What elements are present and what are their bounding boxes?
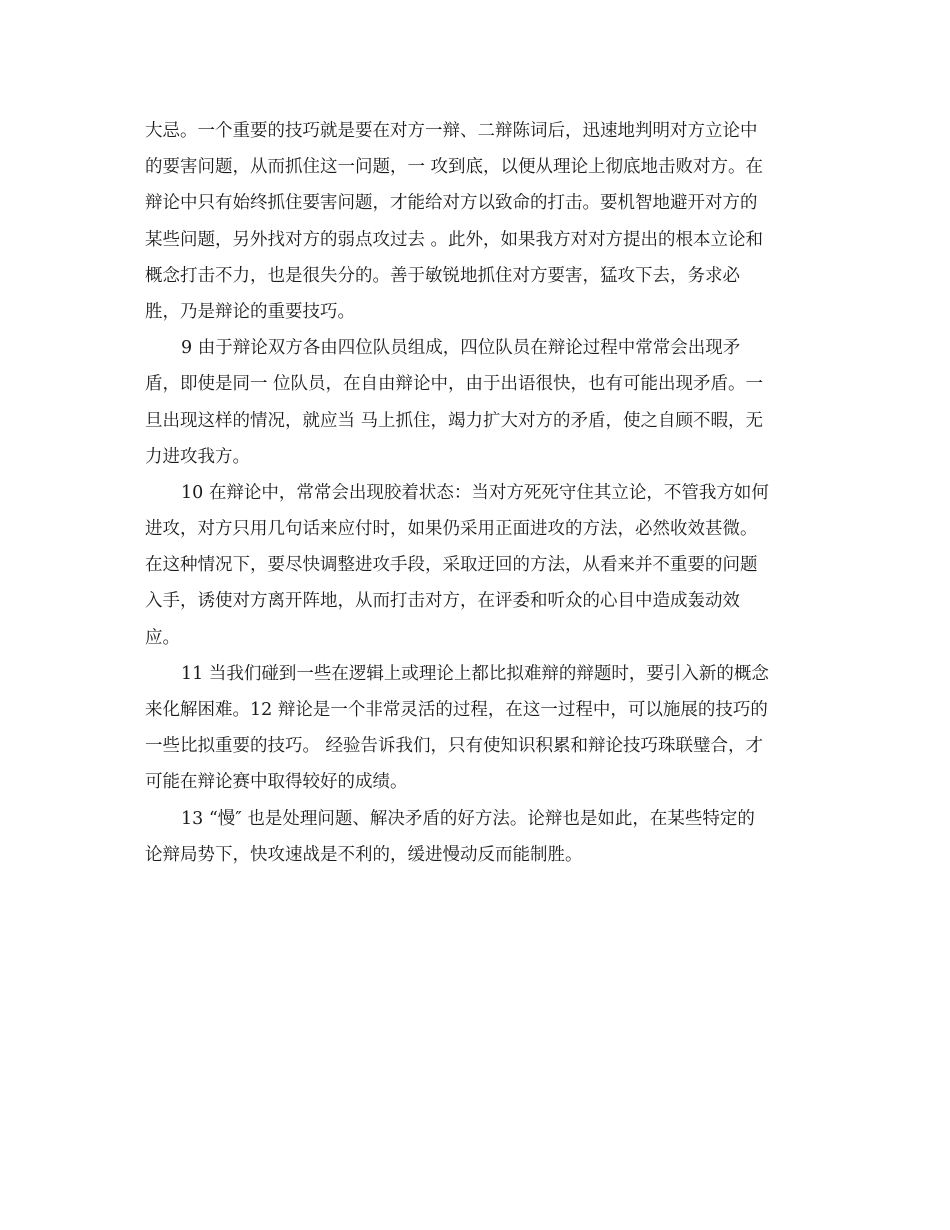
- paragraph-line: 13 “慢″ 也是处理问题、解决矛盾的好方法。论辩也是如此，在某些特定的: [181, 808, 755, 829]
- paragraph-line: 辩论中只有始终抓住要害问题，才能给对方以致命的打击。要机智地避开对方的: [145, 193, 758, 214]
- paragraph-line: 来化解困难。12 辩论是一个非常灵活的过程，在这一过程中，可以施展的技巧的: [145, 700, 768, 720]
- paragraph-line: 11 当我们碰到一些在逻辑上或理论上都比拟难辩的辩题时，要引入新的概念: [181, 663, 769, 684]
- paragraph-line: 大忌。一个重要的技巧就是要在对方一辩、二辩陈词后，迅速地判明对方立论中: [145, 121, 758, 141]
- document-body: [145, 113, 810, 873]
- paragraph-line: 概念打击不力，也是很失分的。善于敏锐地抓住对方要害，猛攻下去，务求必: [145, 265, 740, 286]
- paragraph-line: 进攻，对方只用几句话来应付时，如果仍采用正面进攻的方法，必然收效甚微。: [145, 519, 758, 540]
- paragraph-line: 盾，即使是同一 位队员，在自由辩论中，由于出语很快，也有可能出现矛盾。一: [145, 374, 764, 395]
- paragraph-line: 一些比拟重要的技巧。 经验告诉我们，只有使知识积累和辩论技巧珠联璧合，才: [145, 736, 764, 757]
- paragraph-line: 在这种情况下，要尽快调整进攻手段，采取迂回的方法，从看来并不重要的问题: [145, 555, 758, 576]
- paragraph-line: 论辩局势下，快攻速战是不利的，缓进慢动反而能制胜。: [145, 844, 583, 865]
- paragraph-line: 旦出现这样的情况，就应当 马上抓住，竭力扩大对方的矛盾，使之自顾不暇，无: [145, 410, 764, 431]
- paragraph-line: 入手，诱使对方离开阵地，从而打击对方，在评委和听众的心目中造成轰动效: [145, 591, 740, 612]
- paragraph-line: 可能在辩论赛中取得较好的成绩。: [145, 772, 408, 793]
- paragraph-line: 应。: [145, 627, 180, 648]
- paragraph-line: 的要害问题，从而抓住这一问题，一 攻到底，以便从理论上彻底地击败对方。在: [145, 157, 764, 178]
- paragraph-line: 某些问题，另外找对方的弱点攻过去 。此外，如果我方对对方提出的根本立论和: [145, 229, 764, 250]
- paragraph-line: 力进攻我方。: [145, 446, 250, 467]
- paragraph-line: 10 在辩论中，常常会出现胶着状态：当对方死死守住其立论，不管我方如何: [181, 482, 769, 503]
- paragraph-line: 胜，乃是辩论的重要技巧。: [145, 301, 355, 322]
- paragraph-line: 9 由于辩论双方各由四位队员组成，四位队员在辩论过程中常常会出现矛: [181, 338, 741, 359]
